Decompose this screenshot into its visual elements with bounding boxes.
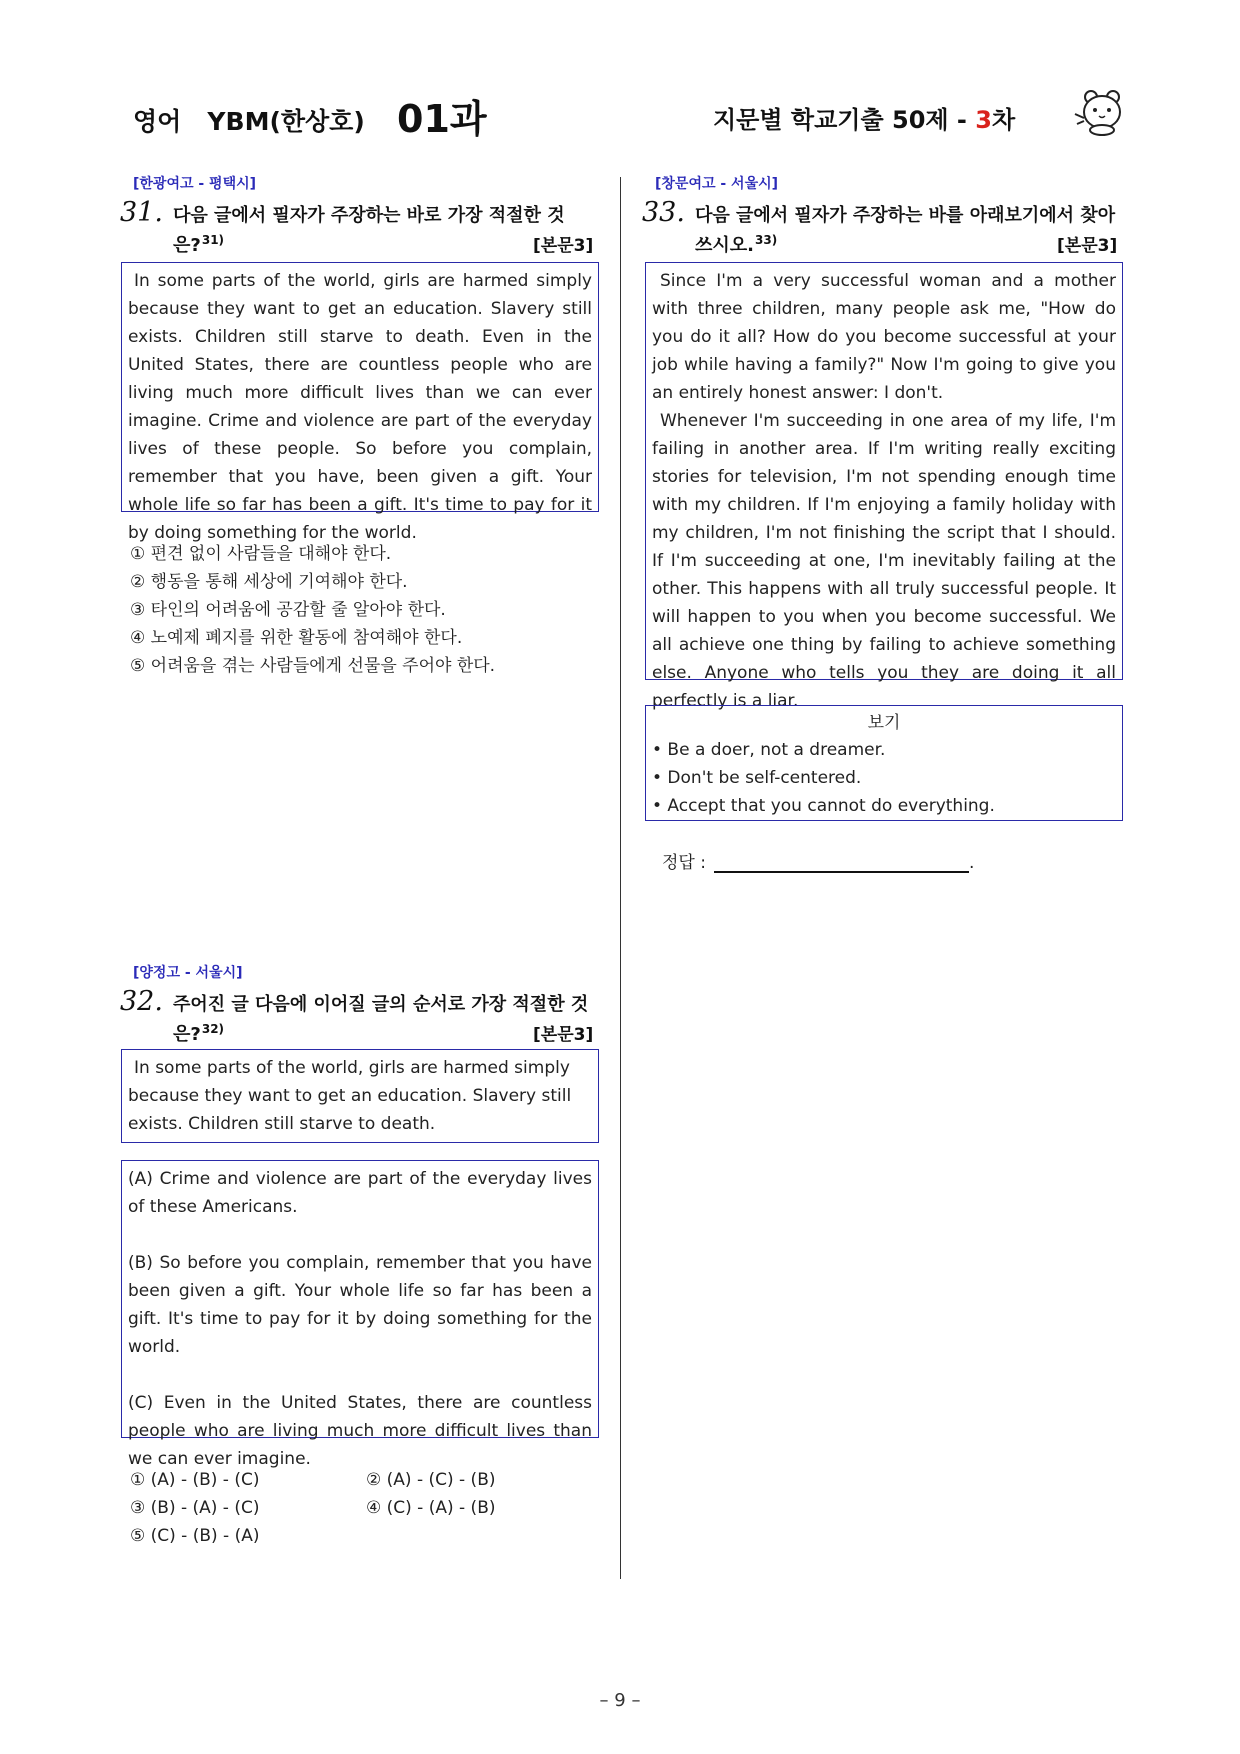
- q31-source: [한광여고 - 평택시]: [133, 176, 257, 192]
- q33-passage-p1: Since I'm a very successful woman and a mother with three children, many people ask me, "How do you do it all? How do you become successful at your job while having a family?" Now I'm going to give you an entirely honest answer: I don't.: [652, 271, 1116, 403]
- bogi-item-2: • Don't be self-centered.: [652, 768, 862, 788]
- q31-option-1[interactable]: ① 편견 없이 사람들을 대해야 한다.: [130, 544, 392, 564]
- q32-number: 32.: [120, 986, 163, 1017]
- q32-stem-line1: 주어진 글 다음에 이어질 글의 순서로 가장 적절한 것: [172, 994, 589, 1015]
- q31-stem-line2: 은?: [173, 235, 201, 256]
- subject-title: 영어 YBM(한상호): [133, 107, 365, 136]
- q33-source: [창문여고 - 서울시]: [655, 176, 779, 192]
- bear-mascot-icon: [1073, 88, 1129, 136]
- q32-stem: [120, 986, 588, 1017]
- answer-blank[interactable]: [714, 855, 969, 873]
- q32-tag: [본문3]: [533, 1025, 594, 1045]
- q31-stem-line2-wrap: [173, 231, 224, 257]
- bogi-item-1: • Be a doer, not a dreamer.: [652, 740, 886, 760]
- bogi-item-3: • Accept that you cannot do everything.: [652, 796, 995, 816]
- q31-option-4[interactable]: ④ 노예제 폐지를 위한 활동에 참여해야 한다.: [130, 628, 463, 648]
- q32-para-a: (A) Crime and violence are part of the everyday lives of these Americans.: [128, 1169, 592, 1217]
- q33-stem: [642, 197, 1115, 228]
- q32-option-4[interactable]: ④ (C) - (A) - (B): [366, 1498, 496, 1518]
- lesson-title: 01과: [397, 97, 487, 141]
- q32-given-box: [121, 1049, 599, 1143]
- q33-footnote: 33): [755, 233, 778, 247]
- q32-given: In some parts of the world, girls are harmed simply because they want to get an education. Slavery still exists. Children still starve to death.: [128, 1058, 572, 1134]
- q32-stem-line2: 은?: [173, 1024, 201, 1045]
- q32-footnote: 32): [201, 1022, 225, 1036]
- q33-passage-box: [645, 262, 1123, 711]
- series-round: 3: [975, 106, 992, 134]
- q31-footnote: 31): [201, 233, 225, 247]
- answer-end: .: [968, 853, 975, 873]
- q31-passage: In some parts of the world, girls are harmed simply because they want to get an education. Slavery still exists. Children still starve to death. Even in the United States, there are countless people who are living much more difficult lives than we can ever imagine. Crime and violence are part of the everyday lives of these people. So before you complain, remember that you have, been given a gift. Your whole life so far has been a gift. It's time to pay for it by doing something for the world.: [128, 271, 592, 543]
- bogi-title: 보기: [867, 713, 901, 733]
- q33-stem-line1: 다음 글에서 필자가 주장하는 바를 아래보기에서 찾아: [694, 205, 1116, 226]
- q31-option-3[interactable]: ③ 타인의 어려움에 공감할 줄 알아야 한다.: [130, 600, 446, 620]
- q31-stem: [120, 197, 565, 228]
- series-prefix: 지문별 학교기출 50제 -: [713, 106, 976, 134]
- q32-para-b: (B) So before you complain, remember that you have been given a gift. Your whole life so far has been a gift. It's time to pay for it by doing something for the world.: [128, 1253, 592, 1357]
- page-number: – 9 –: [599, 1690, 641, 1711]
- q31-options: [130, 540, 495, 680]
- q31-number: 31.: [120, 197, 163, 228]
- q32-para-c: (C) Even in the United States, there are countless people who are living much more difficult lives than we can ever imagine.: [128, 1393, 592, 1469]
- page-header: [0, 88, 1240, 148]
- q32-option-3[interactable]: ③ (B) - (A) - (C): [130, 1498, 260, 1518]
- q32-stem-line2-wrap: [173, 1020, 224, 1046]
- q31-option-5[interactable]: ⑤ 어려움을 겪는 사람들에게 선물을 주어야 한다.: [130, 656, 496, 676]
- answer-label: 정답 :: [662, 853, 706, 873]
- q31-tag: [본문3]: [533, 236, 594, 256]
- series-suffix: 차: [991, 106, 1016, 134]
- q32-option-1[interactable]: ① (A) - (B) - (C): [130, 1470, 260, 1490]
- q32-paragraphs-box: [121, 1160, 599, 1469]
- q31-option-2[interactable]: ② 행동을 통해 세상에 기여해야 한다.: [130, 572, 408, 592]
- q32-option-2[interactable]: ② (A) - (C) - (B): [366, 1470, 496, 1490]
- series-title: [713, 100, 1015, 135]
- q32-source: [양정고 - 서울시]: [133, 965, 243, 981]
- q33-bogi-box: [645, 705, 1123, 821]
- q31-passage-box: [121, 262, 599, 543]
- q31-stem-line1: 다음 글에서 필자가 주장하는 바로 가장 적절한 것: [172, 205, 565, 226]
- q33-stem-line2: 쓰시오.: [695, 235, 755, 256]
- column-divider: [620, 177, 621, 1579]
- q33-number: 33.: [642, 197, 685, 228]
- q33-answer: [662, 848, 974, 873]
- q33-passage-p2: Whenever I'm succeeding in one area of my life, I'm failing in another area. If I'm writing really exciting stories for television, I'm not spending enough time with my children. If I'm enjoying a family holiday with my children, I'm not finishing the script that I should. If I'm succeeding at one, I'm inevitably failing at the other. This happens with all truly successful people. It will happen to you when you become successful. We all achieve one thing by failing to achieve something else. Anyone who tells you they are doing it all perfectly is a liar.: [652, 411, 1116, 711]
- q33-tag: [본문3]: [1057, 236, 1118, 256]
- q33-stem-line2-wrap: [695, 231, 777, 257]
- q32-options-col1: [130, 1466, 259, 1550]
- q32-options-col2: [366, 1466, 495, 1522]
- q32-option-5[interactable]: ⑤ (C) - (B) - (A): [130, 1526, 260, 1546]
